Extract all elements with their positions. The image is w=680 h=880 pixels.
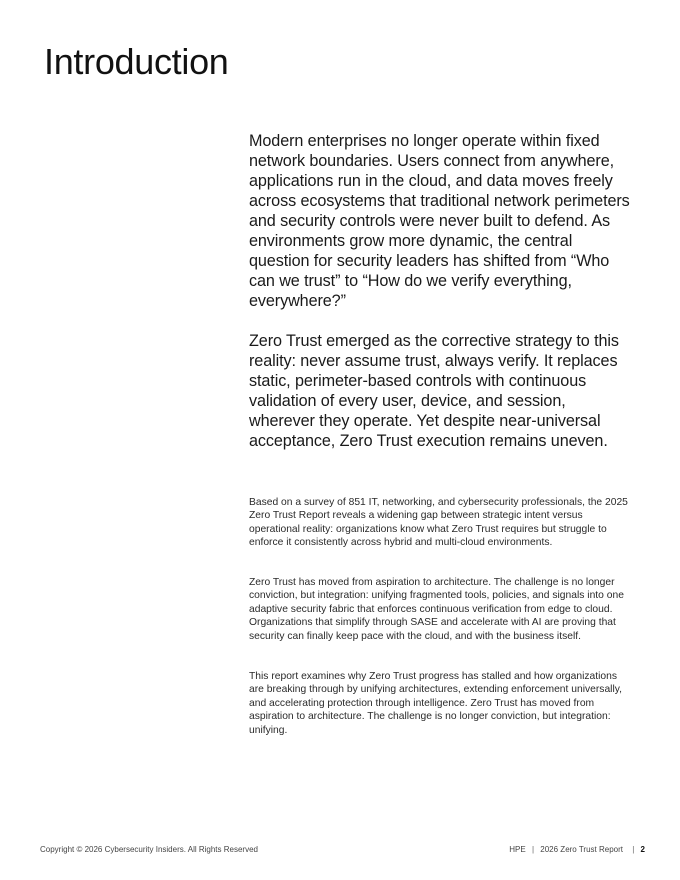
- page-number: 2: [640, 845, 645, 854]
- footer-report-name: 2026 Zero Trust Report: [540, 845, 623, 854]
- footer-copyright: Copyright © 2026 Cybersecurity Insiders. All Rights Reserved: [40, 845, 258, 854]
- body-paragraph-2: Zero Trust has moved from aspiration to architecture. The challenge is no longer conviction, but integration: unifying fragmented tools, policies, and signals into one adaptive security fabric that enforces continuous verification from edge to cloud. Organizations that simplify through SASE and accelerate with AI are proving that security can finally keep pace with the cloud, and with the business itself.: [249, 577, 624, 642]
- page-footer: [40, 845, 645, 857]
- footer-separator-1: |: [531, 845, 535, 854]
- page-title: Introduction: [44, 41, 229, 82]
- body-paragraph-3: This report examines why Zero Trust progress has stalled and how organizations are breaking through by unifying architectures, extending enforcement universally, and accelerating protection through intelligence. Zero Trust has moved from aspiration to architecture. The challenge is no longer conviction, but integration: unifying.: [249, 671, 622, 736]
- lead-paragraph-2: Zero Trust emerged as the corrective strategy to this reality: never assume trust, always verify. It replaces static, perimeter-based controls with continuous validation of every user, device, and session, wherever they operate. Yet despite near-universal acceptance, Zero Trust execution remains uneven.: [249, 332, 619, 450]
- footer-separator-2: |: [632, 845, 635, 854]
- footer-brand: HPE: [509, 845, 526, 854]
- footer-report-info: [509, 845, 645, 854]
- lead-paragraph-1: Modern enterprises no longer operate within fixed network boundaries. Users connect from anywhere, applications run in the cloud, and data moves freely across ecosystems that traditional network perimeters and security controls were never built to defend. As environments grow more dynamic, the central question for security leaders has shifted from “Who can we trust” to “How do we verify everything, everywhere?”: [249, 132, 630, 310]
- body-paragraph-1: Based on a survey of 851 IT, networking, and cybersecurity professionals, the 2025 Zero Trust Report reveals a widening gap between strategic intent versus operational reality: organizations know what Zero Trust requires but struggle to enforce it consistently across hybrid and multi-cloud environments.: [249, 497, 628, 549]
